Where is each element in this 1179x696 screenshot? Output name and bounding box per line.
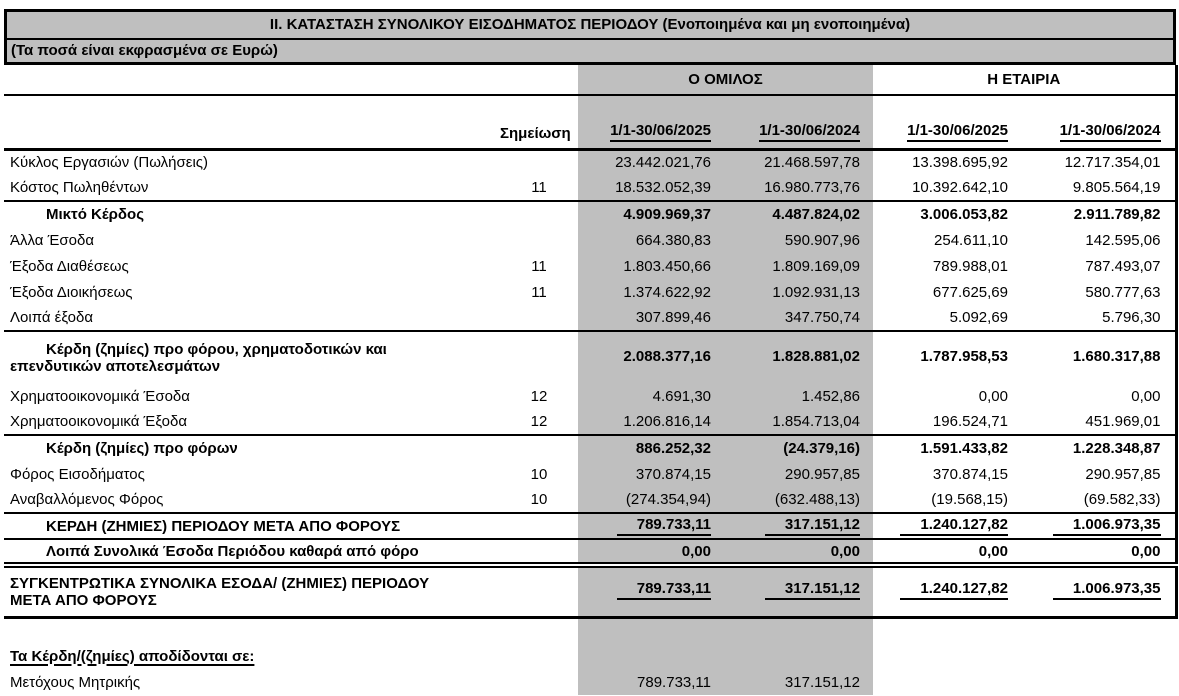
row-label [4,331,500,383]
column-group-header-row [4,65,1176,95]
row-selling-expenses [4,253,1176,279]
value-cell [1016,669,1176,695]
value-cell [578,513,718,539]
row-label: Μικτό Κέρδος [46,206,144,223]
note-column-header: Σημείωση [500,95,578,149]
company-column-header: Η ΕΤΑΙΡΙΑ [873,65,1176,95]
row-label: Χρηματοοικονομικά Έσοδα [10,387,190,405]
value-cell: 21.468.597,78 [718,149,873,175]
currency-note: (Τα ποσά είναι εκφρασμένα σε Ευρώ) [4,40,1176,65]
value-cell: 0,00 [718,539,873,565]
note-ref: 10 [530,465,548,483]
value-cell: 451.969,01 [1016,409,1176,435]
note-ref [500,617,578,643]
note-ref: 10 [500,487,578,513]
value-cell: 12.717.354,01 [1016,149,1176,175]
value-cell: 13.398.695,92 [912,154,1008,172]
row-attribution-heading [4,643,1176,669]
value-cell [578,643,718,669]
value-cell: 1.787.958,53 [920,347,1008,365]
period-header-row [4,95,1176,149]
attribution-heading-text: Τα Κέρδη/(ζημίες) αποδίδονται σε: [10,647,255,665]
note-ref [500,669,578,695]
value-cell: 1.228.348,87 [1016,435,1176,461]
value-cell: 10.392.642,10 [873,175,1016,201]
value-cell: 2.911.789,82 [1016,201,1176,227]
note-ref: 11 [531,283,547,301]
value-cell: 1.452,86 [718,383,873,409]
value-cell: 1.809.169,09 [718,253,873,279]
value-cell [1016,617,1176,643]
note-ref [500,435,578,461]
value-cell [1016,513,1176,539]
value-cell: 0,00 [1016,539,1176,565]
row-label: Έξοδα Διαθέσεως [10,257,129,275]
row-profit-after-tax [4,513,1176,539]
value-cell: 1.374.622,92 [578,279,718,305]
row-income-tax [4,461,1176,487]
value-cell [578,617,718,643]
value-cell: 9.805.564,19 [1016,175,1176,201]
underlined-total: 1.006.973,35 [1053,516,1161,536]
value-cell: (69.582,33) [1016,487,1176,513]
row-label: Έξοδα Διοικήσεως [10,283,133,301]
value-cell [873,565,1016,617]
underlined-total: 789.733,11 [617,580,711,600]
row-label [4,643,500,669]
note-ref: 11 [531,257,547,275]
value-cell [718,643,873,669]
value-cell: 23.442.021,76 [578,149,718,175]
value-cell: 1.206.816,14 [578,409,718,435]
note-ref: 12 [500,409,578,435]
note-ref: 11 [500,175,578,201]
row-other-income [4,227,1176,253]
value-cell: 307.899,46 [578,305,718,331]
value-cell: 347.750,74 [718,305,873,331]
period-header-group-2024: 1/1-30/06/2024 [718,95,873,149]
value-cell [1016,643,1176,669]
row-financial-expenses [4,409,1176,435]
underlined-total: 1.006.973,35 [1053,580,1161,600]
value-cell [718,513,873,539]
row-label: Κέρδη (ζημίες) προ φόρων [46,440,238,457]
value-cell: 16.980.773,76 [718,175,873,201]
row-gross-profit [4,201,1176,227]
row-label-line: επενδυτικών αποτελεσμάτων [10,357,221,375]
row-label: Άλλα Έσοδα [10,231,95,249]
row-label [4,565,500,617]
underlined-total: 1.240.127,82 [900,516,1008,536]
value-cell [718,565,873,617]
value-cell: 142.595,06 [1016,227,1176,253]
note-ref [500,227,578,253]
value-cell [1016,565,1176,617]
value-cell: 0,00 [578,539,718,565]
row-profit-before-tax-financing-investing [4,331,1176,383]
value-cell [873,513,1016,539]
row-label: Λοιπά Συνολικά Έσοδα Περιόδου καθαρά από φόρο [4,539,500,565]
note-ref [500,565,578,617]
row-other-expenses [4,305,1176,331]
value-cell [873,617,1016,643]
value-cell: 789.733,11 [578,669,718,695]
value-cell: 886.252,32 [578,435,718,461]
value-cell [873,669,1016,695]
row-cost-of-goods-sold [4,175,1176,201]
value-cell: 1.680.317,88 [1016,331,1176,383]
underlined-total: 789.733,11 [617,516,711,536]
row-financial-income [4,383,1176,409]
value-cell: 5.092,69 [873,305,1016,331]
row-total-comprehensive-income [4,565,1176,617]
period-header-company-2025: 1/1-30/06/2025 [873,95,1016,149]
underlined-total: 317.151,12 [765,580,860,600]
value-cell: 5.796,30 [1016,305,1176,331]
value-cell: 2.088.377,16 [578,331,718,383]
value-cell: 1.092.931,13 [718,279,873,305]
row-label: Κύκλος Εργασιών (Πωλήσεις) [10,154,208,172]
empty-header-cell [4,65,578,95]
row-label: Φόρος Εισοδήματος [10,465,145,483]
note-ref [500,331,578,383]
value-cell: 1.803.450,66 [578,253,718,279]
value-cell: (632.488,13) [718,487,873,513]
value-cell: 787.493,07 [1016,253,1176,279]
value-cell: 1.854.713,04 [718,409,873,435]
value-cell: 677.625,69 [932,283,1008,301]
row-deferred-tax [4,487,1176,513]
row-label-line: Κέρδη (ζημίες) προ φόρου, χρηματοδοτικών και [46,340,387,358]
value-cell: 290.957,85 [1016,461,1176,487]
value-cell: 370.874,15 [578,461,718,487]
row-label-line: ΜΕΤΑ ΑΠΟ ΦΟΡΟΥΣ [10,591,157,609]
row-label: Λοιπά έξοδα [4,305,500,331]
statement-title: ΙΙ. ΚΑΤΑΣΤΑΣΗ ΣΥΝΟΛΙΚΟΥ ΕΙΣΟΔΗΜΑΤΟΣ ΠΕΡΙΟΔΟΥ (Ενοποιημένα και μη ενοποιημένα) [4,9,1176,40]
underlined-total: 317.151,12 [765,516,860,536]
row-turnover-sales [4,149,1176,175]
row-label: ΚΕΡΔΗ (ΖΗΜΙΕΣ) ΠΕΡΙΟΔΟΥ ΜΕΤΑ ΑΠΟ ΦΟΡΟΥΣ [4,513,500,539]
value-cell: 0,00 [1016,383,1176,409]
group-column-header: Ο ΟΜΙΛΟΣ [578,65,873,95]
value-cell: 4.691,30 [578,383,718,409]
note-ref [500,201,578,227]
value-cell: 196.524,71 [873,409,1016,435]
note-ref [500,643,578,669]
value-cell [718,617,873,643]
note-ref [500,305,578,331]
value-cell [873,643,1016,669]
period-header-group-2025: 1/1-30/06/2025 [578,95,718,149]
empty-header-cell [4,95,500,149]
row-spacer [4,617,1176,643]
income-statement-table [4,65,1178,695]
value-cell: 4.909.969,37 [578,201,718,227]
row-other-comprehensive-income [4,539,1176,565]
value-cell: 0,00 [873,539,1016,565]
value-cell: 370.874,15 [932,465,1008,483]
value-cell: 290.957,85 [718,461,873,487]
value-cell: 1.591.433,82 [920,440,1008,457]
row-parent-shareholders [4,669,1176,695]
value-cell: (24.379,16) [718,435,873,461]
row-label: Μετόχους Μητρικής [10,673,141,691]
row-label: Κόστος Πωληθέντων [4,175,500,201]
value-cell: 3.006.053,82 [920,206,1008,223]
row-profit-before-tax [4,435,1176,461]
value-cell: 4.487.824,02 [718,201,873,227]
value-cell: 664.380,83 [578,227,718,253]
value-cell: 254.611,10 [934,231,1008,249]
row-label: Αναβαλλόμενος Φόρος [4,487,500,513]
value-cell: 0,00 [978,387,1008,405]
value-cell [578,565,718,617]
row-administrative-expenses [4,279,1176,305]
value-cell: 1.828.881,02 [718,331,873,383]
row-label-line: ΣΥΓΚΕΝΤΡΩΤΙΚΑ ΣΥΝΟΛΙΚΑ ΕΣΟΔΑ/ (ΖΗΜΙΕΣ) ΠΕΡΙΟΔΟΥ [10,574,430,592]
value-cell: 317.151,12 [718,669,873,695]
period-header-company-2024: 1/1-30/06/2024 [1016,95,1176,149]
row-label: Χρηματοοικονομικά Έξοδα [4,409,500,435]
note-ref [500,149,578,175]
value-cell: 789.988,01 [932,257,1008,275]
note-ref: 12 [530,387,548,405]
note-ref [500,539,578,565]
value-cell: 590.907,96 [718,227,873,253]
value-cell: 580.777,63 [1016,279,1176,305]
value-cell: 18.532.052,39 [578,175,718,201]
note-ref [500,513,578,539]
underlined-total: 1.240.127,82 [900,580,1008,600]
value-cell: (19.568,15) [873,487,1016,513]
value-cell: (274.354,94) [578,487,718,513]
row-label [4,617,500,643]
